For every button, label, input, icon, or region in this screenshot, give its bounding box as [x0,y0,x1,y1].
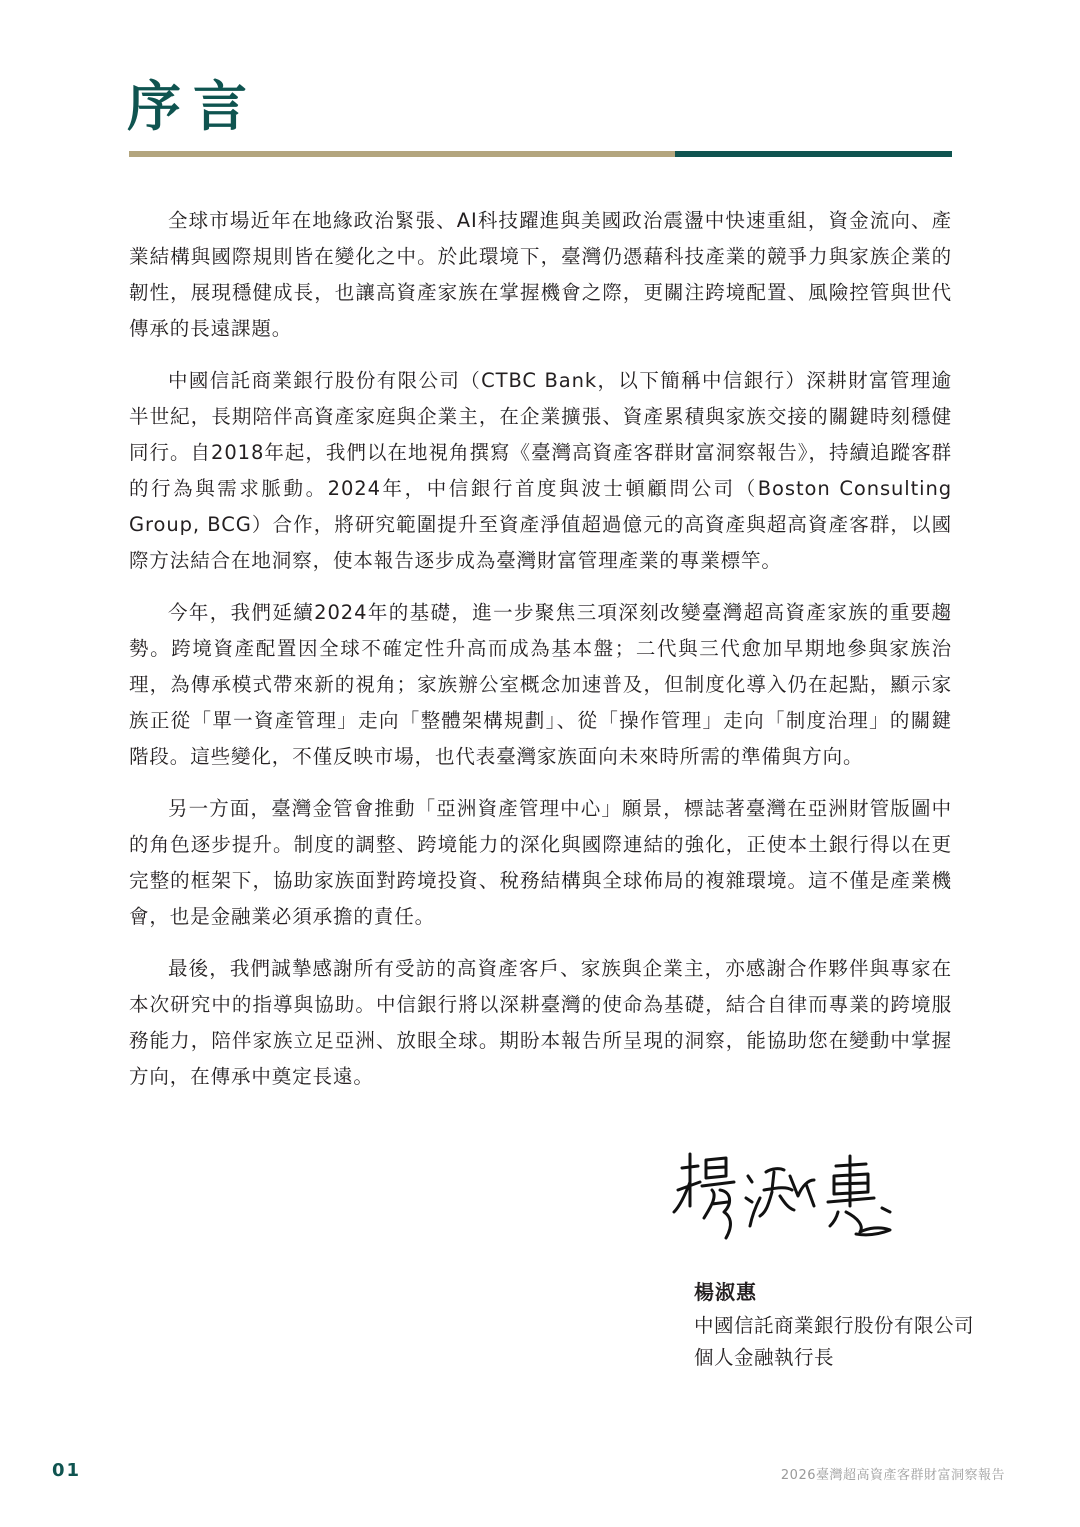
page-title: 序言 [127,75,259,138]
signatory-name: 楊淑惠 [694,1280,757,1304]
paragraph: 今年，我們延續2024年的基礎，進一步聚焦三項深刻改變臺灣超高資產家族的重要趨勢。跨境資產配置因全球不確定性升高而成為基本盤；二代與三代愈加早期地參與家族治理，為傳承模式帶來新的視角；家族辦公室概念加速普及，但制度化導入仍在起點，顯示家族正從「單一資產管理」走向「整體架構規劃」、從「操作管理」走向「制度治理」的關鍵階段。這些變化，不僅反映市場，也代表臺灣家族面向未來時所需的準備與方向。 [129,601,952,768]
paragraph: 最後，我們誠摯感謝所有受訪的高資產客戶、家族與企業主，亦感謝合作夥伴與專家在本次研究中的指導與協助。中信銀行將以深耕臺灣的使命為基礎，結合自律而專業的跨境服務能力，陪伴家族立足亞洲、放眼全球。期盼本報告所呈現的洞察，能協助您在變動中掌握方向，在傳承中奠定長遠。 [129,957,952,1088]
paragraph: 另一方面，臺灣金管會推動「亞洲資產管理中心」願景，標誌著臺灣在亞洲財管版圖中的角色逐步提升。制度的調整、跨境能力的深化與國際連結的強化，正使本土銀行得以在更完整的框架下，協助家族面對跨境投資、稅務結構與全球佈局的複雜環境。這不僅是產業機會，也是金融業必須承擔的責任。 [129,797,952,928]
paragraph: 中國信託商業銀行股份有限公司（CTBC Bank，以下簡稱中信銀行）深耕財富管理逾半世紀，長期陪伴高資產家庭與企業主，在企業擴張、資產累積與家族交接的關鍵時刻穩健同行。自2018年起，我們以在地視角撰寫《臺灣高資產客群財富洞察報告》，持續追蹤客群的行為與需求脈動。2024年，中信銀行首度與波士頓顧問公司（Boston Consulting Group, BCG）合作，將研究範圍提升至資產淨值超過億元的高資產與超高資產客群，以國際方法結合在地洞察，使本報告逐步成為臺灣財富管理產業的專業標竿。 [129,369,952,572]
preface-body [129,203,952,1111]
paragraph: 全球市場近年在地緣政治緊張、AI科技躍進與美國政治震盪中快速重組，資金流向、產業結構與國際規則皆在變化之中。於此環境下，臺灣仍憑藉科技產業的競爭力與家族企業的韌性，展現穩健成長，也讓高資產家族在掌握機會之際，更關注跨境配置、風險控管與世代傳承的長遠課題。 [129,209,952,340]
page-number: 01 [52,1460,82,1481]
divider-teal-segment [675,151,952,157]
signatory-title: 個人金融執行長 [694,1346,835,1369]
signatory-company: 中國信託商業銀行股份有限公司 [694,1314,975,1337]
title-divider [129,151,952,157]
handwritten-signature [668,1146,918,1266]
divider-gold-segment [129,151,675,157]
footer-report-title: 2026臺灣超高資產客群財富洞察報告 [780,1468,1005,1483]
